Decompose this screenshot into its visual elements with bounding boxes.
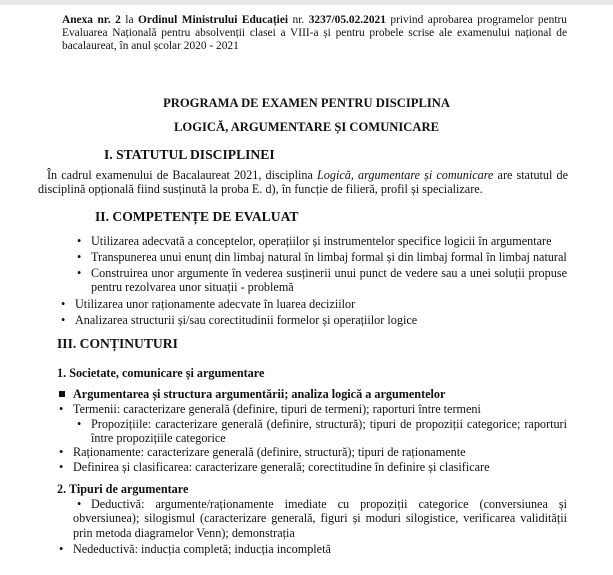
bullet-icon: • bbox=[61, 313, 66, 327]
annex-mid2: nr. bbox=[288, 14, 309, 26]
competence-item-5 bbox=[61, 313, 418, 327]
square-item bbox=[73, 387, 445, 401]
bullet-icon: • bbox=[77, 234, 82, 248]
annex-order: Ordinul Ministrului Educației bbox=[137, 14, 289, 26]
content-item-label: Termenii: caracterizare generală (definire, tipuri de termeni); raporturi între termeni bbox=[73, 402, 481, 416]
annex-number: 3237/05.02.2021 bbox=[308, 14, 386, 26]
content-item-5 bbox=[73, 497, 567, 540]
annex-rest: privind aprobarea programelor pentru Evaluarea Națională pentru absolvenții clasei a VIII-a și pentru probele scrise ale examenului național de bacalaureat, în anul școlar 2020 - 2021 bbox=[62, 14, 567, 53]
competence-item-2 bbox=[77, 250, 567, 264]
page-top-edge bbox=[0, 0, 613, 5]
competence-item-label: Utilizarea adecvată a conceptelor, operațiilor și instrumentelor specifice logicii în argumentare bbox=[91, 234, 552, 248]
document-title-line2: LOGICĂ, ARGUMENTARE ȘI COMUNICARE bbox=[174, 120, 439, 134]
square-item-label: Argumentarea și structura argumentării; analiza logică a argumentelor bbox=[73, 387, 446, 401]
competence-item-3 bbox=[77, 266, 567, 295]
competence-item-label: Transpunerea unui enunț din limbaj natural în limbaj formal și din limbaj formal în limbaj natural bbox=[91, 250, 567, 264]
competence-item-label: Utilizarea unor raționamente adecvate în luarea deciziilor bbox=[75, 297, 356, 311]
annex-header bbox=[62, 14, 567, 54]
bullet-icon: • bbox=[59, 460, 64, 474]
section-1-text-after: are statutul de disciplină opțională fiind susținută la proba E. d), în funcție de filieră, profil și specializare. bbox=[38, 168, 569, 197]
content-item-1 bbox=[59, 402, 481, 416]
content-item-label: Nedeductivă: inducția completă; inducția incompletă bbox=[73, 542, 331, 556]
bullet-icon: • bbox=[61, 297, 66, 311]
bullet-icon: • bbox=[59, 402, 64, 416]
content-item-4 bbox=[59, 460, 490, 474]
annex-lead: Anexa nr. 2 bbox=[62, 14, 121, 26]
content-item-label: Definirea și clasificarea: caracterizare generală; corectitudine în definire și clasificare bbox=[73, 460, 490, 474]
content-item-2 bbox=[77, 417, 567, 446]
bullet-icon: • bbox=[59, 542, 64, 556]
section-3-heading: III. CONȚINUTURI bbox=[57, 336, 178, 351]
section-1-text-before: În cadrul examenului de Bacalaureat 2021, disciplina bbox=[47, 168, 317, 182]
subsection-1-heading: 1. Societate, comunicare și argumentare bbox=[57, 366, 265, 380]
competence-item-1 bbox=[77, 234, 552, 248]
bullet-icon: • bbox=[59, 445, 64, 459]
section-2-heading: II. COMPETENȚE DE EVALUAT bbox=[95, 209, 299, 224]
document-title-line1: PROGRAMA DE EXAMEN PENTRU DISCIPLINA bbox=[163, 96, 450, 110]
bullet-icon: • bbox=[77, 417, 82, 431]
competence-item-4 bbox=[61, 297, 356, 311]
bullet-icon: • bbox=[77, 266, 82, 280]
section-1-paragraph bbox=[38, 168, 568, 197]
content-item-label: Propozițiile: caracterizare generală (definire, structură); tipuri de propoziții categorice; raporturi între propozițiile categorice bbox=[91, 417, 567, 446]
content-item-label: Raționamente: caracterizare generală (definire, structură); tipuri de raționamente bbox=[73, 445, 466, 459]
section-1-discipline-name: Logică, argumentare și comunicare bbox=[316, 168, 494, 182]
annex-mid1: la bbox=[120, 14, 138, 26]
content-item-label: Deductivă: argumente/raționamente imediate cu propoziții categorice (conversiunea și obversiunea); silogismul (caracterizare generală, figuri și moduri silogistice, verificarea validității prin metoda diagramelor Venn); demonstrația bbox=[73, 497, 567, 540]
competence-item-label: Analizarea structurii și/sau corectitudinii formelor și operațiilor logice bbox=[75, 313, 418, 327]
bullet-icon: • bbox=[77, 250, 82, 264]
subsection-2-heading: 2. Tipuri de argumentare bbox=[57, 482, 189, 496]
bullet-icon: • bbox=[77, 497, 82, 511]
square-bullet-icon bbox=[59, 391, 65, 397]
content-item-3 bbox=[59, 445, 466, 459]
competence-item-label: Construirea unor argumente în vederea susținerii unui punct de vedere sau a unei soluții propuse pentru rezolvarea unor situații - problemă bbox=[91, 266, 567, 295]
content-item-6 bbox=[59, 542, 331, 556]
section-1-heading: I. STATUTUL DISCIPLINEI bbox=[104, 147, 275, 162]
